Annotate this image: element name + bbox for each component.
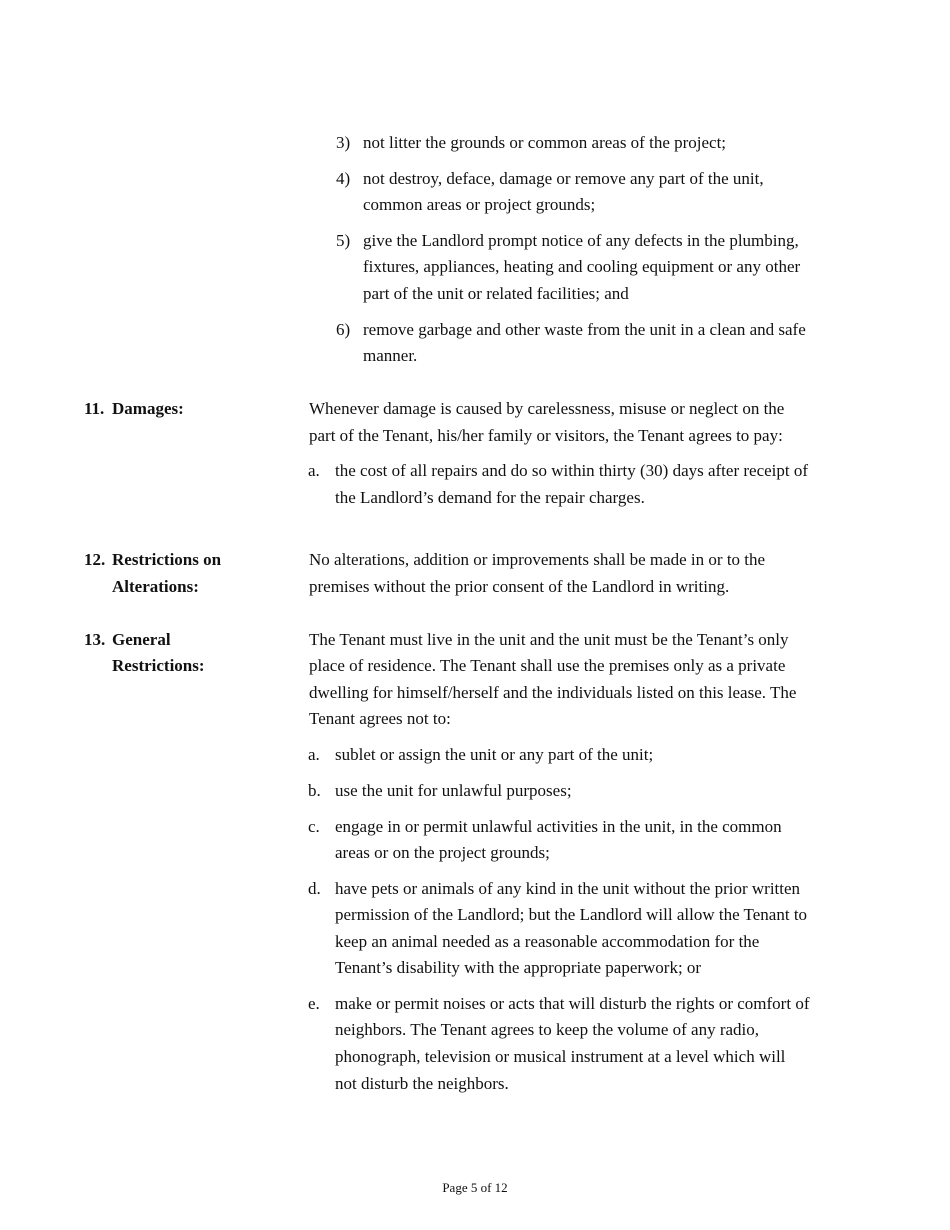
section-body-text: Tenant agrees not to: [309, 709, 451, 728]
list-item-text: use the unit for unlawful purposes; [335, 781, 572, 800]
list-item-text: sublet or assign the unit or any part of the unit; [335, 745, 654, 764]
list-item-text: make or permit noises or acts that will disturb the rights or comfort of [335, 994, 810, 1013]
list-item-label: a. [308, 745, 320, 764]
section-number: 11. [84, 399, 105, 418]
section-body-text: Whenever damage is caused by carelessness, misuse or neglect on the [309, 399, 785, 418]
list-item-text: engage in or permit unlawful activities in the unit, in the common [335, 817, 782, 836]
list-item-label: c. [308, 817, 320, 836]
section-body-text: dwelling for himself/herself and the individuals listed on this lease. The [309, 683, 797, 702]
page-number-footer: Page 5 of 12 [442, 1180, 508, 1195]
list-item-text: not destroy, deface, damage or remove any part of the unit, [363, 169, 764, 188]
list-item-text: fixtures, appliances, heating and cooling equipment or any other [363, 257, 801, 276]
list-item-text: the Landlord’s demand for the repair charges. [335, 488, 645, 507]
section-number: 13. [84, 630, 106, 649]
list-item-text: permission of the Landlord; but the Landlord will allow the Tenant to [335, 905, 808, 924]
section-body-text: place of residence. The Tenant shall use the premises only as a private [309, 656, 786, 675]
list-item-number: 3) [336, 133, 351, 152]
list-item-label: b. [308, 781, 321, 800]
list-item-text: not disturb the neighbors. [335, 1074, 509, 1093]
list-item-text: areas or on the project grounds; [335, 843, 550, 862]
list-item-text: part of the unit or related facilities; and [363, 284, 629, 303]
section-title: Damages: [112, 399, 184, 418]
list-item-text: phonograph, television or musical instrument at a level which will [335, 1047, 786, 1066]
list-item-label: e. [308, 994, 320, 1013]
list-item-text: the cost of all repairs and do so within thirty (30) days after receipt of [335, 461, 809, 480]
list-item-number: 6) [336, 320, 351, 339]
section-title: Alterations: [112, 577, 199, 596]
list-item-text: common areas or project grounds; [363, 195, 596, 214]
section-body-text: part of the Tenant, his/her family or visitors, the Tenant agrees to pay: [309, 426, 783, 445]
list-item-text: give the Landlord prompt notice of any defects in the plumbing, [363, 231, 799, 250]
section-title: General [112, 630, 171, 649]
list-item-number: 5) [336, 231, 351, 250]
section-title: Restrictions: [112, 656, 205, 675]
section-title: Restrictions on [112, 550, 222, 569]
list-item-text: neighbors. The Tenant agrees to keep the volume of any radio, [335, 1020, 759, 1039]
section-number: 12. [84, 550, 106, 569]
list-item-number: 4) [336, 169, 351, 188]
list-item-text: have pets or animals of any kind in the unit without the prior written [335, 879, 801, 898]
list-item-text: manner. [363, 346, 418, 365]
section-body-text: No alterations, addition or improvements shall be made in or to the [309, 550, 766, 569]
list-item-label: a. [308, 461, 320, 480]
list-item-text: keep an animal needed as a reasonable accommodation for the [335, 932, 760, 951]
list-item-text: remove garbage and other waste from the unit in a clean and safe [363, 320, 806, 339]
list-item-text: not litter the grounds or common areas of the project; [363, 133, 727, 152]
section-body-text: premises without the prior consent of the Landlord in writing. [309, 577, 730, 596]
list-item-text: Tenant’s disability with the appropriate paperwork; or [335, 958, 702, 977]
list-item-label: d. [308, 879, 321, 898]
section-body-text: The Tenant must live in the unit and the unit must be the Tenant’s only [309, 630, 789, 649]
